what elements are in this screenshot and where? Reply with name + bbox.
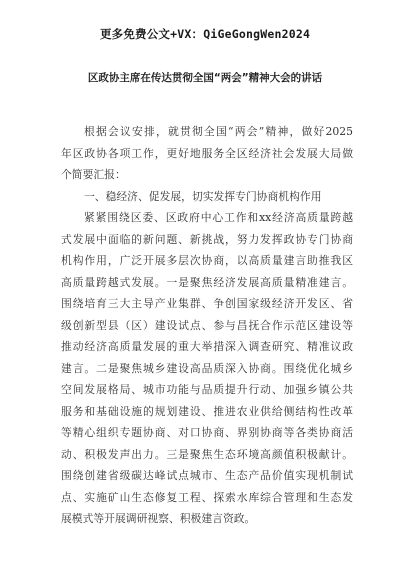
body-line: 根据会议安排，就贯彻全国“两会”精神，做好2025 (84, 125, 353, 138)
body-line: 建言。二是聚焦城乡建设高品质深入协商。围绕优化城乡 (61, 361, 353, 375)
body-line: 年区政协各项工作，更好地服务全区经济社会发展大局做 (61, 146, 353, 160)
body-line: 式发展中面临的新问题、新挑战，努力发挥政协专门协商 (61, 232, 353, 246)
section-heading: 一、稳经济、促发展，切实发挥专门协商机构作用 (84, 189, 322, 203)
body-line: 空间发展格局、城市功能与品质提升行动、加强乡镇公共 (61, 383, 353, 396)
body-line: 等精心组织专题协商、对口协商、界别协商等各类协商活 (61, 426, 353, 439)
body-line: 机构作用，广泛开展多层次协商，以高质量建言助推我区 (61, 254, 353, 267)
body-line: 点、实施矿山生态修复工程、探索水库综合管理和生态发 (61, 490, 353, 504)
document-body (61, 121, 353, 530)
body-line: 动、积极发声出力。三是聚焦生态环境高颜值积极献计。 (61, 447, 353, 461)
body-line: 展模式等开展调研视察、积极建言资政。 (61, 512, 256, 525)
body-line: 围绕培育三大主导产业集群、争创国家级经济开发区、省 (61, 297, 353, 310)
body-line: 服务和基础设施的规划建设、推进农业供给侧结构性改革 (61, 404, 353, 418)
body-line: 个简要汇报： (61, 168, 126, 181)
body-line: 级创新型县（区）建设试点、参与昌抚合作示范区建设等 (61, 318, 353, 332)
body-line: 紧紧围绕区委、区政府中心工作和xx经济高质量跨越 (84, 211, 353, 224)
document-title: 区政协主席在传达贯彻全国“两会”精神大会的讲话 (87, 72, 323, 84)
body-line: 围绕创建省级碳达峰试点城市、生态产品价值实现机制试 (61, 469, 353, 482)
body-line: 高质量跨越式发展。一是聚焦经济发展高质量精准建言。 (61, 275, 353, 289)
promo-header: 更多免费公文+VX：QiGeGongWen2024 (99, 27, 311, 41)
body-line: 推动经济高质量发展的重大举措深入调查研究、精准议政 (61, 340, 353, 353)
